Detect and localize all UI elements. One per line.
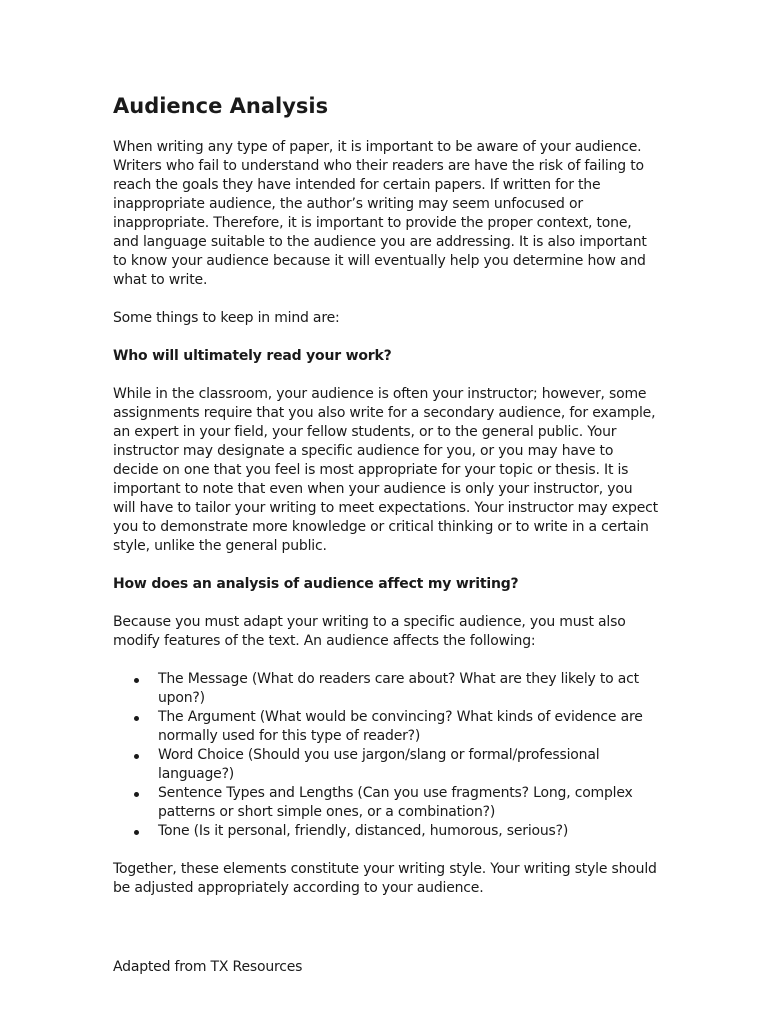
answer-paragraph-2: Because you must adapt your writing to a specific audience, you must also modify features of the text. An audience affects the following: <box>113 614 626 649</box>
list-item <box>113 784 658 822</box>
intro-paragraph: When writing any type of paper, it is important to be aware of your audience. Writers who fail to understand who their readers are have the risk of failing to reach the goals they have intended for certain papers. If written for the inappropriate audience, the author’s writing may seem unfocused or inappropriate. Therefore, it is important to provide the proper context, tone, and language suitable to the audience you are addressing. It is also important to know your audience because it will eventually help you determine how and what to write. <box>113 139 647 288</box>
list-item-text: Word Choice (Should you use jargon/slang or formal/professional language?) <box>158 747 600 782</box>
bullet-icon <box>134 792 139 797</box>
keep-in-mind-text: Some things to keep in mind are: <box>113 310 340 326</box>
conclusion-paragraph: Together, these elements constitute your writing style. Your writing style should be adjusted appropriately according to your audience. <box>113 861 657 896</box>
bullet-icon <box>134 830 139 835</box>
list-item-text: Tone (Is it personal, friendly, distanced, humorous, serious?) <box>158 823 569 839</box>
document-body <box>113 92 658 917</box>
list-item-text: Sentence Types and Lengths (Can you use fragments? Long, complex patterns or short simple ones, or a combination?) <box>158 785 633 820</box>
list-item <box>113 708 658 746</box>
answer-paragraph-1: While in the classroom, your audience is often your instructor; however, some assignments require that you also write for a secondary audience, for example, an expert in your field, your fellow students, or to the general public. Your instructor may designate a specific audience for you, or you may have to decide on one that you feel is most appropriate for your topic or thesis. It is important to note that even when your audience is only your instructor, you will have to tailor your writing to meet expectations. Your instructor may expect you to demonstrate more knowledge or critical thinking or to write in a certain style, unlike the general public. <box>113 386 658 554</box>
list-item <box>113 822 658 841</box>
list-item <box>113 670 658 708</box>
list-item-text: The Argument (What would be convincing? What kinds of evidence are normally used for this type of reader?) <box>158 709 643 744</box>
footer-source: Adapted from TX Resources <box>113 959 303 975</box>
list-item <box>113 746 658 784</box>
list-item-text: The Message (What do readers care about? What are they likely to act upon?) <box>158 671 639 706</box>
page-title: Audience Analysis <box>113 94 329 118</box>
bullet-icon <box>134 678 139 683</box>
audience-effects-list <box>113 670 658 841</box>
bullet-icon <box>134 716 139 721</box>
bullet-icon <box>134 754 139 759</box>
question-heading-1: Who will ultimately read your work? <box>113 348 392 364</box>
question-heading-2: How does an analysis of audience affect my writing? <box>113 576 519 592</box>
